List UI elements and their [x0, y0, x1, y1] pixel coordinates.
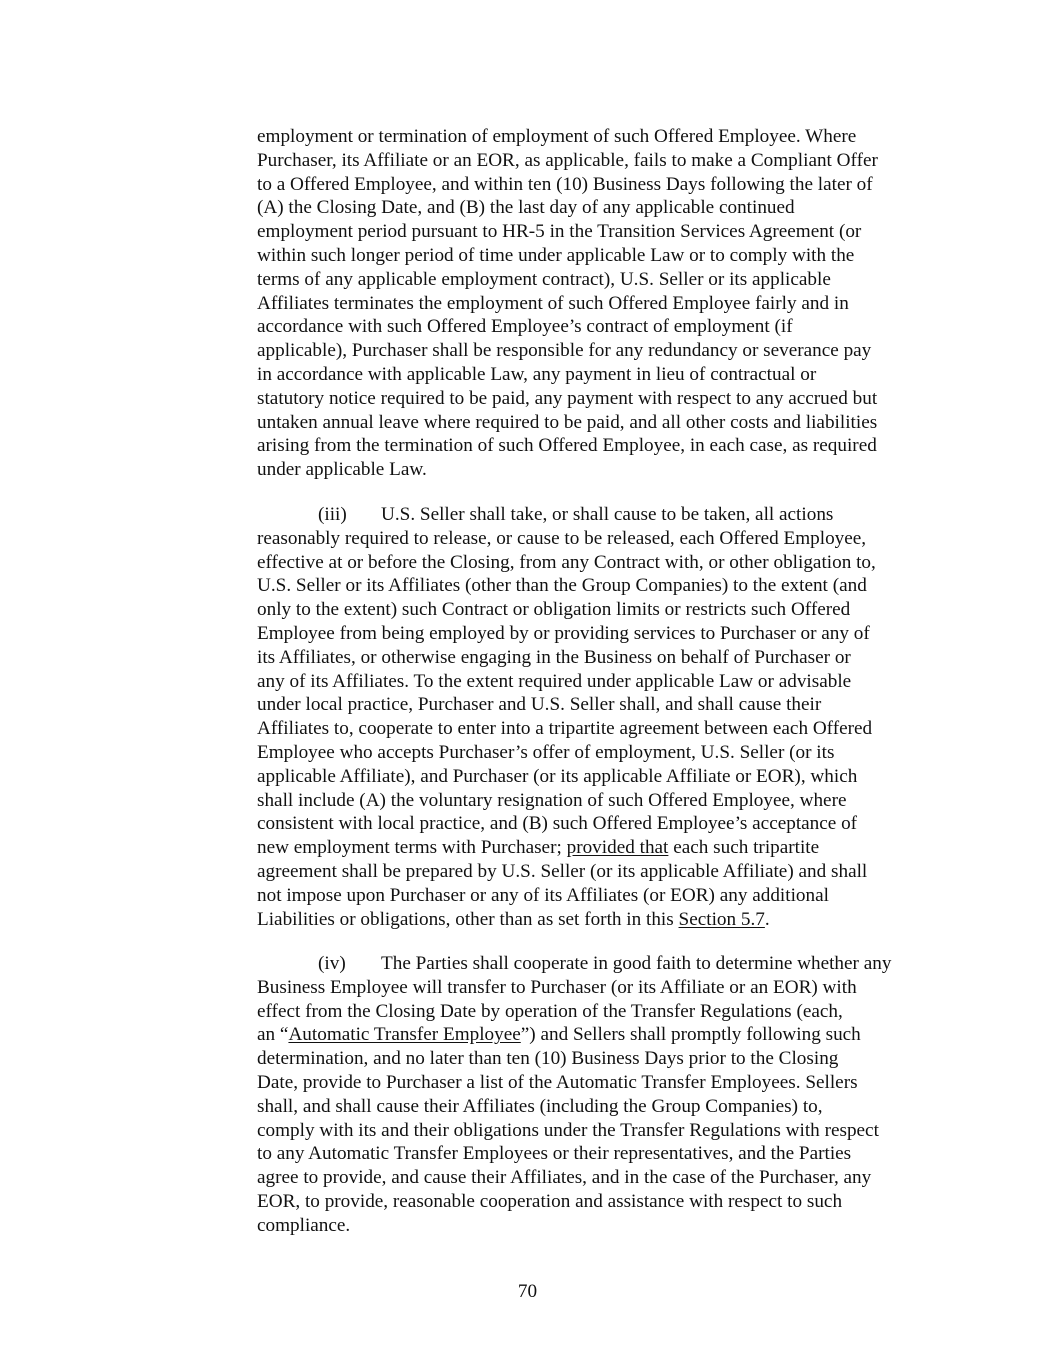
- text-line: shall, and shall cause their Affiliates (including the Group Companies) to,: [257, 1095, 823, 1117]
- paragraph-number: (iii): [318, 504, 347, 525]
- text-line: agree to provide, and cause their Affiliates, and in the case of the Purchaser, any: [257, 1167, 872, 1189]
- text-line: reasonably required to release, or cause to be released, each Offered Employee,: [257, 527, 867, 549]
- text-line: employment period pursuant to HR-5 in the Transition Services Agreement (or: [257, 221, 862, 243]
- text-line: accordance with such Offered Employee’s contract of employment (if: [257, 316, 793, 338]
- text-line: determination, and no later than ten (10) Business Days prior to the Closing: [257, 1048, 839, 1070]
- text-line: comply with its and their obligations under the Transfer Regulations with respect: [257, 1119, 879, 1141]
- page-number: 70: [517, 1281, 538, 1302]
- text-line: to a Offered Employee, and within ten (10) Business Days following the later of: [257, 173, 873, 195]
- text-line: U.S. Seller or its Affiliates (other than the Group Companies) to the extent (and: [257, 575, 867, 597]
- text-line: Affiliates terminates the employment of such Offered Employee fairly and in: [257, 292, 849, 314]
- text-line: to any Automatic Transfer Employees or their representatives, and the Parties: [257, 1143, 852, 1165]
- text-line: effective at or before the Closing, from any Contract with, or other obligation to,: [257, 551, 876, 573]
- paragraph-iv: [257, 952, 947, 1238]
- defined-term: Automatic Transfer Employee: [288, 1024, 521, 1046]
- text-line: not impose upon Purchaser or any of its Affiliates (or EOR) any additional: [257, 884, 829, 906]
- text-line: in accordance with applicable Law, any payment in lieu of contractual or: [257, 363, 817, 385]
- text-line: shall include (A) the voluntary resignation of such Offered Employee, where: [257, 789, 847, 811]
- text-line: Liabilities or obligations, other than as set forth in this Section 5.7.: [257, 908, 770, 930]
- text-line: an “Automatic Transfer Employee”) and Sellers shall promptly following such: [257, 1024, 861, 1046]
- text-line: under local practice, Purchaser and U.S. Seller shall, and shall cause their: [257, 694, 822, 716]
- paragraph-continuation: [257, 125, 947, 482]
- text-line: Purchaser, its Affiliate or an EOR, as applicable, fails to make a Compliant Offer: [257, 149, 878, 171]
- text-line: EOR, to provide, reasonable cooperation and assistance with respect to such: [257, 1190, 843, 1212]
- text-line: employment or termination of employment of such Offered Employee. Where: [257, 126, 857, 147]
- text-line: new employment terms with Purchaser; provided that each such tripartite: [257, 837, 820, 859]
- text-line: consistent with local practice, and (B) such Offered Employee’s acceptance of: [257, 813, 858, 835]
- text-line: Affiliates to, cooperate to enter into a tripartite agreement between each Offered: [257, 718, 873, 740]
- paragraph-iii: [257, 503, 947, 931]
- section-reference: Section 5.7: [678, 908, 765, 930]
- text-line: (iii) U.S. Seller shall take, or shall cause to be taken, all actions: [318, 504, 834, 525]
- proviso-phrase: provided that: [566, 837, 669, 859]
- text-line: its Affiliates, or otherwise engaging in the Business on behalf of Purchaser or: [257, 646, 851, 668]
- text-line: Date, provide to Purchaser a list of the Automatic Transfer Employees. Sellers: [257, 1071, 858, 1093]
- text-line: effect from the Closing Date by operation of the Transfer Regulations (each,: [257, 1000, 843, 1022]
- text-line: arising from the termination of such Offered Employee, in each case, as required: [257, 435, 877, 457]
- text-line: Employee who accepts Purchaser’s offer of employment, U.S. Seller (or its: [257, 741, 835, 763]
- text-line: Business Employee will transfer to Purchaser (or its Affiliate or an EOR) with: [257, 976, 857, 998]
- text-line: within such longer period of time under applicable Law or to comply with the: [257, 244, 855, 266]
- paragraph-number: (iv): [318, 953, 346, 974]
- text-line: statutory notice required to be paid, any payment with respect to any accrued but: [257, 387, 878, 409]
- text-line: Employee from being employed by or providing services to Purchaser or any of: [257, 622, 870, 644]
- text-line: under applicable Law.: [257, 459, 427, 481]
- text-line: (iv) The Parties shall cooperate in good faith to determine whether any: [318, 953, 892, 974]
- text-line: terms of any applicable employment contract), U.S. Seller or its applicable: [257, 268, 831, 290]
- text-line: compliance.: [257, 1214, 351, 1236]
- text-line: only to the extent) such Contract or obligation limits or restricts such Offered: [257, 599, 851, 621]
- text-line: agreement shall be prepared by U.S. Seller (or its applicable Affiliate) and shall: [257, 860, 868, 882]
- text-line: (A) the Closing Date, and (B) the last day of any applicable continued: [257, 197, 795, 219]
- text-line: untaken annual leave where required to be paid, and all other costs and liabilities: [257, 411, 878, 433]
- text-line: applicable Affiliate), and Purchaser (or its applicable Affiliate or EOR), which: [257, 765, 858, 787]
- text-line: any of its Affiliates. To the extent required under applicable Law or advisable: [257, 670, 852, 692]
- text-line: applicable), Purchaser shall be responsible for any redundancy or severance pay: [257, 340, 872, 362]
